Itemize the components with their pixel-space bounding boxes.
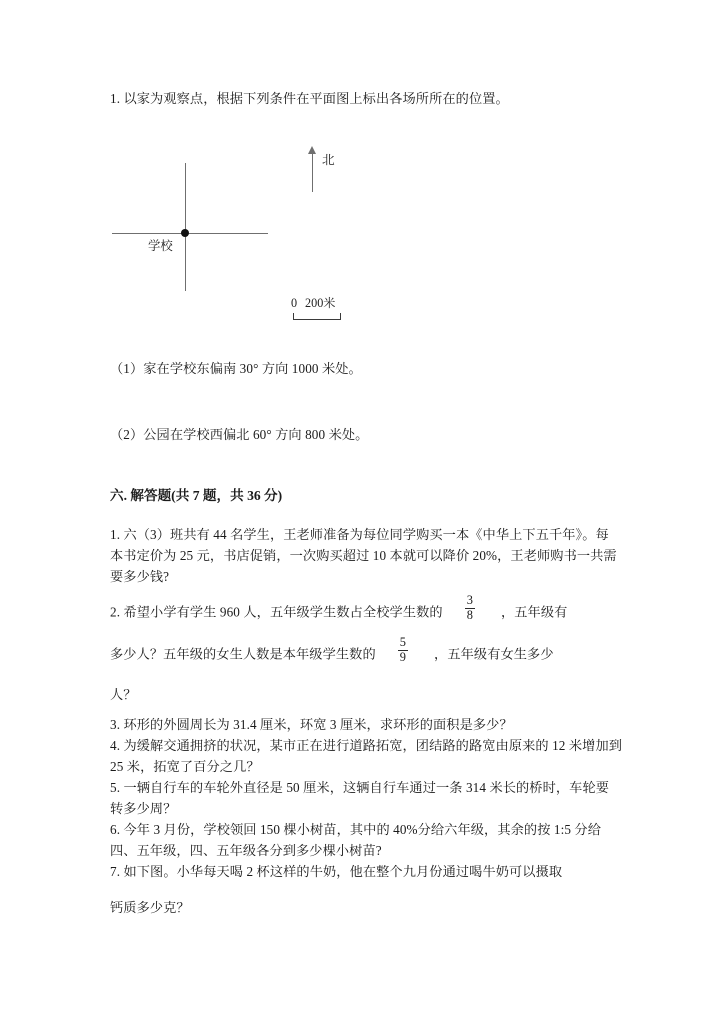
problem-6 — [110, 819, 622, 861]
problem-7-text-part-2: 钙质多少克？ — [110, 900, 190, 915]
problem-2-text-part-1: 2. 希望小学有学生 960 人，五年级学生数占全校学生数的 — [110, 604, 443, 620]
problem-3 — [110, 714, 622, 735]
problem-2-line-3 — [110, 684, 622, 705]
section-heading-text: 六. 解答题(共 7 题，共 36 分) — [110, 488, 283, 503]
scale-zero-label: 0 — [291, 296, 298, 310]
horizontal-axis-line — [112, 233, 268, 234]
problem-7-text-part-1: 7. 如下图。小华每天喝 2 杯这样的牛奶，他在整个九月份通过喝牛奶可以摄取 — [110, 864, 563, 879]
problem-2-text-part-3: 多少人？五年级的女生人数是本年级学生数的 — [110, 646, 376, 662]
problem-5 — [110, 777, 622, 819]
fraction-three-eighths — [465, 594, 475, 623]
fraction-denominator: 9 — [399, 650, 407, 665]
scale-bar — [291, 296, 335, 311]
fraction-five-ninths — [398, 636, 408, 665]
fraction-numerator: 5 — [399, 635, 407, 649]
origin-point-icon — [181, 229, 189, 237]
map-sub-question-1-text: （1）家在学校东偏南 30° 方向 1000 米处。 — [110, 361, 362, 376]
problem-2-text-part-5: 人？ — [110, 687, 137, 702]
map-question-prompt-text: 1. 以家为观察点，根据下列条件在平面图上标出各场所所在的位置。 — [110, 91, 509, 106]
fraction-numerator: 3 — [466, 593, 473, 607]
problem-4-text: 4. 为缓解交通拥挤的状况，某市正在进行道路拓宽，团结路的路宽由原来的 12 米增加到 25 米，拓宽了百分之几？ — [110, 738, 623, 774]
section-heading — [110, 486, 282, 506]
problem-2-text-part-4: ，五年级有女生多少 — [434, 646, 554, 662]
problem-3-text: 3. 环形的外圆周长为 31.4 厘米，环宽 3 厘米，求环形的面积是多少？ — [110, 717, 513, 732]
problem-5-text: 5. 一辆自行车的车轮外直径是 50 厘米，这辆自行车通过一条 314 米长的桥时，车轮要转多少周？ — [110, 780, 610, 816]
scale-bar-text — [291, 296, 335, 311]
vertical-axis-line — [185, 163, 186, 291]
scale-distance-label: 200米 — [305, 296, 336, 310]
map-sub-question-1 — [110, 358, 622, 379]
north-arrow-shaft — [312, 152, 313, 192]
problem-1 — [110, 524, 622, 587]
north-label: 北 — [322, 153, 335, 167]
map-sub-question-2 — [110, 424, 622, 445]
map-question-prompt — [110, 88, 622, 109]
problem-7-line-2 — [110, 897, 622, 918]
north-arrow-icon — [308, 146, 316, 154]
problem-2-line-1 — [110, 593, 630, 625]
problem-7-line-1 — [110, 861, 622, 882]
map-sub-question-2-text: （2）公园在学校西偏北 60° 方向 800 米处。 — [110, 427, 369, 442]
problem-2-text-part-2: ，五年级有 — [500, 604, 568, 620]
school-label: 学校 — [148, 239, 173, 253]
problem-6-text: 6. 今年 3 月份，学校领回 150 棵小树苗，其中的 40%分给六年级，其余的按 1:5 分给四、五年级，四、五年级各分到多少棵小树苗? — [110, 822, 601, 858]
problem-4 — [110, 735, 622, 777]
scale-bracket-icon — [293, 313, 341, 320]
problem-2-line-2 — [110, 635, 630, 667]
problem-1-text: 1. 六（3）班共有 44 名学生，王老师准备为每位同学购买一本《中华上下五千年》。每本书定价为 25 元，书店促销，一次购买超过 10 本就可以降价 20%，王老师购书一共需要多少钱? — [110, 527, 617, 584]
fraction-denominator: 8 — [466, 608, 473, 623]
